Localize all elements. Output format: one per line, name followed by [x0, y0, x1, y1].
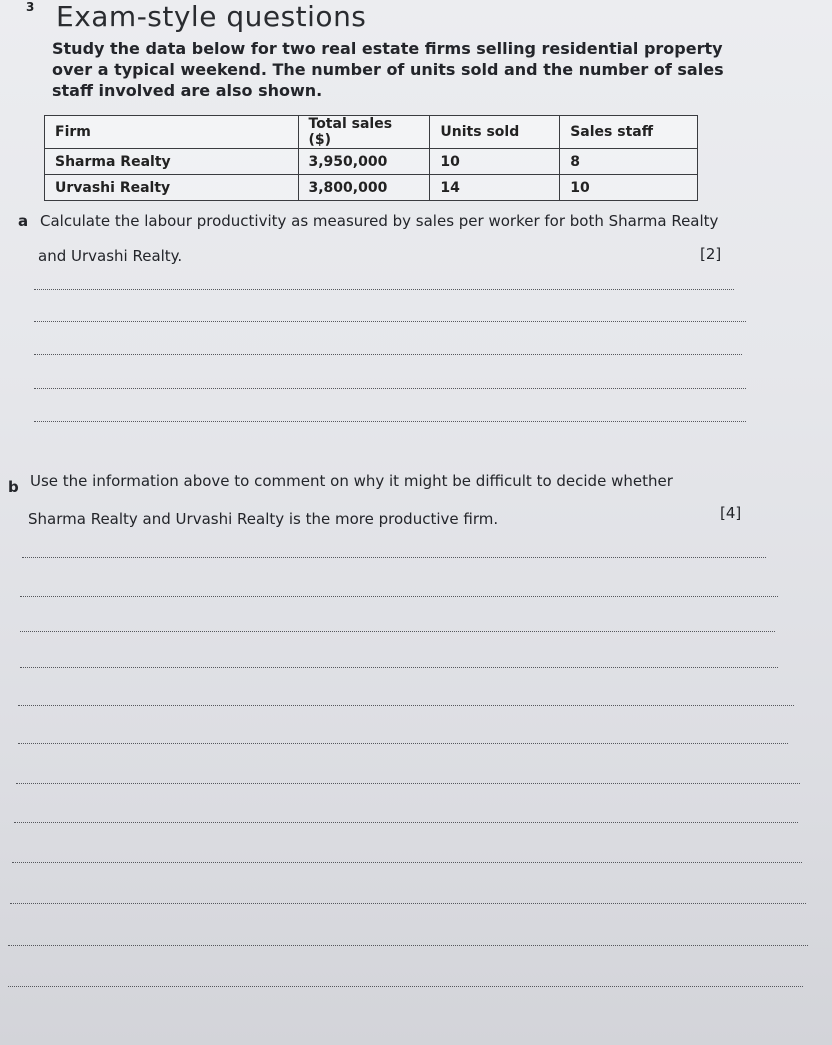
intro-text: Study the data below for two real estate firms selling residential property over a typical weekend. The number of units sold and the number of sales staff involved are also shown. — [52, 39, 724, 100]
part-a-text-line1: Calculate the labour productivity as measured by sales per worker for both Sharma Realty — [40, 212, 719, 230]
answer-line[interactable] — [34, 289, 734, 290]
part-b-marks: [4] — [720, 504, 742, 522]
answer-line[interactable] — [12, 862, 802, 863]
part-b-text-line1: Use the information above to comment on why it might be difficult to decide whether — [30, 472, 673, 490]
answer-line[interactable] — [34, 421, 746, 422]
answer-line[interactable] — [34, 354, 742, 355]
answer-line[interactable] — [8, 986, 803, 987]
answer-line[interactable] — [16, 783, 800, 784]
table-cell: Urvashi Realty — [45, 175, 299, 201]
part-a-text-line2: and Urvashi Realty. — [38, 247, 183, 265]
answer-line[interactable] — [18, 705, 794, 706]
answer-line[interactable] — [18, 743, 788, 744]
answer-line[interactable] — [20, 667, 778, 668]
answer-line[interactable] — [14, 822, 798, 823]
answer-line[interactable] — [34, 388, 746, 389]
table-cell: Sharma Realty — [45, 149, 299, 175]
table-header-cell: Units sold — [430, 116, 560, 149]
answer-line[interactable] — [8, 945, 808, 946]
table-cell: 10 — [560, 175, 698, 201]
table-header-row — [45, 116, 698, 149]
table-cell: 14 — [430, 175, 560, 201]
part-a-label: a — [18, 212, 29, 230]
answer-line[interactable] — [34, 321, 746, 322]
part-a-marks: [2] — [700, 245, 722, 263]
table-cell: 3,950,000 — [298, 149, 430, 175]
page-title: Exam-style questions — [56, 0, 367, 33]
answer-line[interactable] — [20, 596, 778, 597]
question-number: 3 — [26, 0, 35, 14]
table-cell: 3,800,000 — [298, 175, 430, 201]
table-header-cell: Sales staff — [560, 116, 698, 149]
answer-line[interactable] — [20, 631, 775, 632]
table-cell: 10 — [430, 149, 560, 175]
sales-table — [44, 115, 698, 201]
part-b-label: b — [8, 478, 19, 496]
table-header-cell: Total sales ($) — [298, 116, 430, 149]
answer-line[interactable] — [22, 557, 766, 558]
answer-line[interactable] — [10, 903, 806, 904]
table-row — [45, 149, 698, 175]
table-header-cell: Firm — [45, 116, 299, 149]
table-row — [45, 175, 698, 201]
part-b-text-line2: Sharma Realty and Urvashi Realty is the more productive firm. — [28, 510, 499, 528]
table-cell: 8 — [560, 149, 698, 175]
